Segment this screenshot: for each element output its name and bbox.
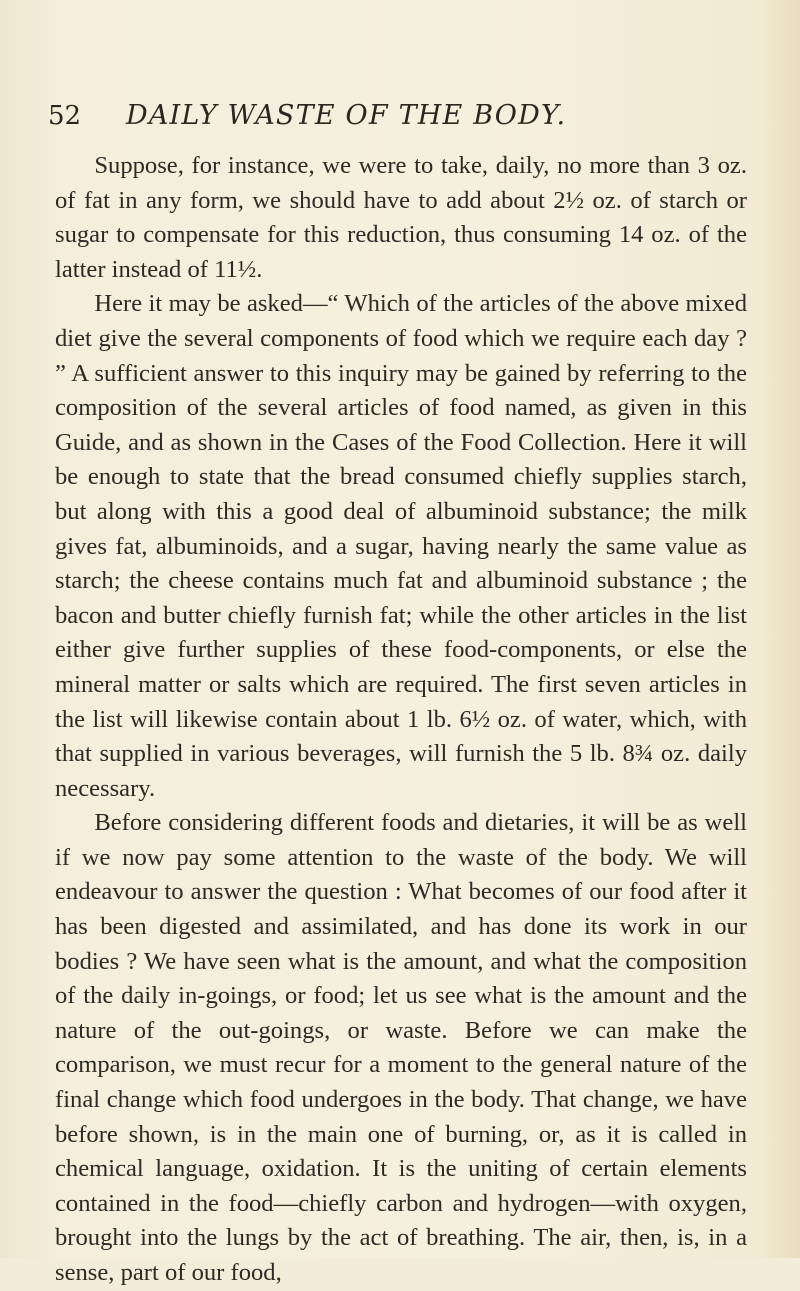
paragraph: Before considering different foods and dietaries, it will be as well if we now pay some attention to the waste of the body. We will endeavour to answer the question : What becomes of our food after it has been digested and assimilated, and has done its work in our bodies ? We have seen what is the amount, and what the composition of the daily in-goings, or food; let us see what is the amount and the nature of the out-goings, or waste. Before we can make the comparison, we must recur for a moment to the general nature of the final change which food undergoes in the body. That change, we have before shown, is in the main one of burning, or, as it is called in chemical language, oxidation. It is the uniting of certain elements contained in the food—chiefly carbon and hydrogen—with oxygen, brought into the lungs by the act of breathing. The air, then, is, in a sense, part of our food, (55, 809, 747, 1286)
page-number: 52 (48, 101, 82, 131)
running-title: DAILY WASTE OF THE BODY. (126, 100, 567, 131)
body-text (55, 149, 747, 1291)
paragraph: Here it may be asked—“ Which of the articles of the above mixed diet give the several components of food which we require each day ? ” A sufficient answer to this inquiry may be gained by referring to the composition of the several articles of food named, as given in this Guide, and as shown in the Cases of the Food Collection. Here it will be enough to state that the bread consumed chiefly supplies starch, but along with this a good deal of albuminoid substance; the milk gives fat, albuminoids, and a sugar, having nearly the same value as starch; the cheese contains much fat and albuminoid substance ; the bacon and butter chiefly furnish fat; while the other articles in the list either give further supplies of these food-components, or else the mineral matter or salts which are required. The first seven articles in the list will likewise contain about 1 lb. 6½ oz. of water, which, with that supplied in various beverages, will furnish the 5 lb. 8¾ oz. daily necessary. (55, 290, 747, 802)
paragraph: Suppose, for instance, we were to take, daily, no more than 3 oz. of fat in any form, we should have to add about 2½ oz. of starch or sugar to compensate for this reduction, thus consuming 14 oz. of the latter instead of 11½. (55, 152, 747, 283)
running-head (48, 96, 768, 136)
